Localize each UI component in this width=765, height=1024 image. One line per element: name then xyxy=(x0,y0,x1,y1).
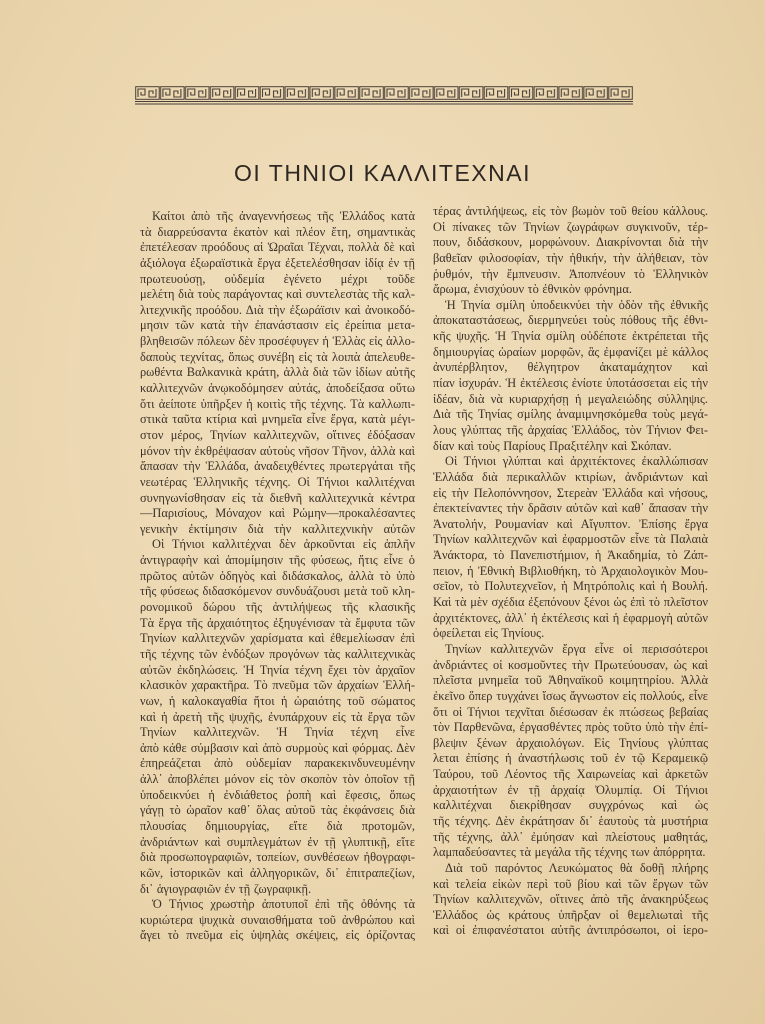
text-line: ἀποκαταστάσεως, διερμηνεύει τοὺς πόθους τῆς ἐθνι- xyxy=(433,313,708,328)
text-line: ἰδέαν, διὰ νὰ κυριαρχήσῃ ἡ μεγαλειώδης σύλληψις. xyxy=(433,391,708,406)
text-line: νων, ἡ καλοκαγαθία ἤτοι ἡ ὡραιότης τοῦ σώματος xyxy=(140,693,415,708)
text-line: Καὶ τὰ μὲν σχέδια ἐξεπόνουν ξένοι ὡς ἐπὶ τὸ πλεῖστον xyxy=(433,595,708,610)
text-line: Οἱ Τήνιοι γλύπται καὶ ἀρχιτέκτονες ἐκαλλώπισαν xyxy=(445,454,708,469)
text-line: συνηγωνίσθησαν εἰς τὰ διεθνῆ καλλιτεχνικὰ κέντρα xyxy=(140,490,415,505)
paragraph xyxy=(140,209,415,537)
text-line: Ἑλλάδα διὰ περικαλλῶν κτιρίων, ἀνδριάντων καὶ xyxy=(433,469,708,484)
page-title: ΟΙ ΤΗΝΙΟΙ ΚΑΛΛΙΤΕΧΝΑΙ xyxy=(234,160,531,186)
text-line: τὸν Παρθενῶνα, ἐργασθέντες πρὸς τοῦτο ὑπὸ τὴν ἐπί- xyxy=(433,720,708,735)
text-line: κῶν, ἱστορικῶν καὶ ἀλληγορικῶν, δι᾽ ἐπιτραπεζίων, xyxy=(140,865,415,880)
text-line: μησιν τῶν κατὰ τὴν ἐπανάστασιν εἰς ἐρείπια μετα- xyxy=(140,318,415,333)
text-line: πίαν ἰσχυράν. Ἡ ἐκτέλεσις ἐνίοτε ὑποτάσσεται εἰς τὴν xyxy=(433,376,708,391)
text-line: βληθεισῶν πόλεων δὲν προσέφυγεν ἡ Ἑλλὰς εἰς ἀλλο- xyxy=(140,334,415,349)
text-line: κυριώτερα ψυχικὰ συναισθήματα τοῦ ἀνθρώπου καὶ xyxy=(140,912,415,927)
text-line: λους γλύπτας τῆς ἀρχαίας Ἑλλάδος, τὸν Τήνιον Φει- xyxy=(433,422,708,437)
text-line: καλλιτέχναι διεκρίθησαν συγχρόνως καὶ ὡς xyxy=(433,798,708,813)
text-line: Διὰ τοῦ παρόντος Λευκώματος θὰ δοθῇ πλήρης xyxy=(445,860,708,875)
text-line: Ὁ Τήνιος χρωστὴρ ἀποτυποῖ ἐπὶ τῆς ὀθόνης τὰ xyxy=(152,897,415,912)
text-line: καὶ ἡ ἀρετὴ τῆς ψυχῆς, ἐνυπάρχουν εἰς τὰ ἔργα τῶν xyxy=(140,709,415,724)
text-line: ἀλλ᾽ ἀποβλέπει μόνον εἰς τὸν σκοπὸν τὸν ὁποῖον τῇ xyxy=(140,772,415,787)
text-line: πρῶτος αὐτῶν ὁδηγὸς καὶ διδάσκαλος, ἀλλὰ τὸ ὑπὸ xyxy=(140,568,415,583)
text-line: Ἀνάκτορα, τὸ Πανεπιστήμιον, ἡ Ἀκαδημία, τὸ Ζάπ- xyxy=(433,548,708,563)
text-line: πρωτευούσῃ, οὐδεμία ἐγένετο μέχρι τοῦδε xyxy=(140,271,415,286)
text-line: τῆς τέχνης. Δὲν ἐκράτησαν δι᾽ ἑαυτοὺς τὰ μυστήρια xyxy=(433,813,708,828)
text-line: ὅτι ἀείποτε ὑπῆρξεν ἡ κοιτὶς τῆς τέχνης. Τὰ καλλωπι- xyxy=(140,396,415,411)
text-line: πλουσίας δημιουργίας, εἴτε διὰ προτομῶν, xyxy=(140,818,415,833)
paragraph xyxy=(433,861,708,939)
text-line: ἐπετέλεσαν προόδους αἱ Ὡραῖαι Τέχναι, πολλὰ δὲ καὶ xyxy=(140,240,415,255)
text-line: καλλιτεχνῶν ἀνῳκοδόμησεν αὐτάς, ἀποδείξασα οὕτω xyxy=(140,381,415,396)
text-line: Ταύρου, τοῦ Λέοντος τῆς Χαιρωνείας καὶ ἀρκετῶν xyxy=(433,767,708,782)
text-column-left xyxy=(140,209,415,944)
text-line: δίαν καὶ τοὺς Παρίους Πραξιτέλην καὶ Σκόπαν. xyxy=(433,438,672,453)
text-line: ὅτι οἱ Τήνιοι τεχνῖται διέσωσαν ἐκ πτώσεως βεβαίας xyxy=(433,704,708,719)
text-line: στικὰ ταῦτα κτίρια καὶ μνημεῖα εἶνε ἔργα, κατὰ μέγι- xyxy=(140,412,415,427)
text-line: δημιουργίας ὡραίων μορφῶν, ἃς ἐμφανίζει μὲ κάλλος xyxy=(433,344,708,359)
text-line: ἀρχαιοτήτων ἐν τῇ ἀρχαίᾳ Ὀλυμπίᾳ. Οἱ Τήνιοι xyxy=(433,782,708,797)
text-line: Καίτοι ἀπὸ τῆς ἀναγεννήσεως τῆς Ἑλλάδος κατὰ xyxy=(152,209,415,223)
text-line: μόνον τὴν ἐκθρέψασαν αὐτοὺς νῆσον Τῆνον, ἀλλὰ καὶ xyxy=(140,443,415,458)
text-line: ἀνδριάντες οἱ κοσμοῦντες τὴν Πρωτεύουσαν, ὡς καὶ xyxy=(433,657,708,672)
text-line: ἀξιόλογα ἐξωραϊστικὰ ἔργα ἐξετελέσθησαν ἰδίᾳ ἐν τῇ xyxy=(140,255,415,270)
text-line: Ἑλλάδος ὡς κράτους ὑπῆρξαν οἱ θεμελιωταὶ τῆς xyxy=(433,907,708,922)
text-line: ἀνυπέρβλητον, θέλγητρον ἀκαταμάχητον καὶ xyxy=(433,360,708,375)
text-line: ἐπηρεάζεται ἀπὸ οὐδεμίαν παρακεκινδυνευμένην xyxy=(140,756,415,771)
text-line: δι᾽ ἁγιογραφιῶν ἐν τῇ ζωγραφικῇ. xyxy=(140,881,312,896)
text-line: τῆς τέχνης, ἀλλ᾽ ἐμύησαν καὶ πλείστους μαθητάς, xyxy=(433,829,708,844)
text-line: ἐκεῖνο ὅπερ τυγχάνει ἴσως ἄγνωστον εἰς πολλούς, εἶνε xyxy=(433,688,708,703)
text-line: Τὰ ἔργα τῆς ἀρχαιότητος ἐξηυγένισαν τὰ ἔμφυτα τῶν xyxy=(140,615,415,630)
text-line: μελέτη διὰ τοὺς παράγοντας καὶ συντελεστὰς τῆς καλ- xyxy=(140,287,415,302)
text-line: ἀρχιτέκτονες, ἀλλ᾽ ἡ ἐκτέλεσις καὶ ἡ ἐφαρμογὴ αὐτῶν xyxy=(433,610,708,625)
text-line: λιτεχνικῆς προόδου. Διὰ τὴν ἐξωράϊσιν καὶ ἀνοικοδό- xyxy=(140,302,415,317)
text-line: λεται ἐπίσης ἡ ἀναστήλωσις τοῦ ἐν τῷ Κεραμεικῷ xyxy=(433,751,708,766)
text-line: αὐτῶν ἐκδηλώσεις. Ἡ Τηνία τέχνη ἔχει τὸν ἀρχαῖον xyxy=(140,662,415,677)
text-line: τέρας ἀντιλήψεως, εἰς τὸν βωμὸν τοῦ θείου κάλλους. xyxy=(433,204,708,218)
text-line: γενικὴν ἐκτίμησιν διὰ τὴν καλλιτεχνικὴν αὐτῶν xyxy=(140,521,415,536)
text-column-right xyxy=(433,204,708,939)
text-line: ἀνδριάντων καὶ συμπλεγμάτων ἐν τῇ γλυπτικῇ, εἴτε xyxy=(140,834,415,849)
text-line: —Παρισίους, Μόναχον καὶ Ρώμην—προκαλέσαντες xyxy=(140,506,415,521)
text-line: καὶ οἱ ἐπιφανέστατοι αὐτῆς ἀντιπρόσωποι, οἱ ἱερο- xyxy=(433,923,708,938)
text-line: βλεψιν ξένων ἀρχαιολόγων. Εἰς Τηνίους γλύπτας xyxy=(433,735,708,750)
text-line: κλασικὸν χαρακτῆρα. Τὸ πνεῦμα τῶν ἀρχαίων Ἑλλή- xyxy=(140,678,415,693)
text-line: Τηνίων καλλιτεχνῶν. Ἡ Τηνία τέχνη εἶνε xyxy=(140,725,415,740)
text-line: πουν, διδάσκουν, μορφώνουν. Διακρίνονται διὰ τὴν xyxy=(433,235,708,250)
text-line: ἄγει τὸ πνεῦμα εἰς ὑψηλὰς σκέψεις, εἰς ὁρίζοντας xyxy=(140,928,415,943)
text-line: ἀντιγραφὴν καὶ ἀπομίμησιν τῆς φύσεως, ἥτις εἶνε ὁ xyxy=(140,553,415,568)
paragraph xyxy=(433,642,708,861)
text-line: ἄρωμα, ἐνισχύουν τὸ ἐθνικὸν φρόνημα. xyxy=(433,282,632,297)
text-line: ὀφείλεται εἰς Τηνίους. xyxy=(433,626,545,641)
text-line: Οἱ Τήνιοι καλλιτέχναι δὲν ἀρκοῦνται εἰς ἁπλῆν xyxy=(152,537,415,552)
text-line: τῆς τέχνης τῶν ἐνδόξων προγόνων τὰς καλλιτεχνικὰς xyxy=(140,646,415,661)
text-line: δαποὺς τεχνίτας, ὅπως συνέβη εἰς τὰ λοιπὰ ἀπελευθε- xyxy=(140,349,415,364)
text-line: τῆς φύσεως διδασκόμενον συνδυάζουσι μετὰ τοῦ κλη- xyxy=(140,584,415,599)
text-line: κῆς ψυχῆς. Ἡ Τηνία σμίλη οὐδέποτε ἐκτρέπεται τῆς xyxy=(433,329,708,344)
text-line: ἀπὸ κάθε σύμβασιν καὶ ἀπὸ συρμοὺς καὶ φόρμας. Δὲν xyxy=(140,740,415,755)
paragraph xyxy=(140,897,415,944)
text-line: σεῖον, τὸ Πολυτεχνεῖον, ἡ Μητρόπολις καὶ ἡ Βουλή. xyxy=(433,579,708,594)
paragraph xyxy=(433,454,708,642)
text-line: Διὰ τῆς Τηνίας σμίλης ἀναμιμνησκόμεθα τοὺς μεγά- xyxy=(433,407,708,422)
text-line: λαμπαδεύσαντες τὰ μεγάλα τῆς τέχνης των ἀπόρρητα. xyxy=(433,845,706,860)
greek-meander-border xyxy=(135,86,633,106)
text-line: ρωθέντα Βαλκανικὰ κράτη, ἀλλὰ διὰ τῶν ἰδίων αὐτῆς xyxy=(140,365,415,380)
text-line: ῥυθμόν, τὴν ἔμπνευσιν. Ἀποπνέουν τὸ Ἑλληνικὸν xyxy=(433,266,708,281)
text-line: ἅπασαν τὴν Ἑλλάδα, ἀναδειχθέντες πρωτεργάται τῆς xyxy=(140,459,415,474)
text-line: πλεῖστα μνημεῖα τοῦ Ἀθηναϊκοῦ κοιμητηρίου. Ἀλλὰ xyxy=(433,673,708,688)
text-line: ρονομικοῦ δώρου τῆς ἀντιλήψεως τῆς κλασικῆς xyxy=(140,600,415,615)
text-line: τὰ διαρρεύσαντα ἑκατὸν καὶ πλέον ἔτη, σημαντικὰς xyxy=(140,224,415,239)
text-line: Τηνίων καλλιτεχνῶν καὶ ἐφαρμοστῶν εἶνε τὰ Παλαιὰ xyxy=(433,532,708,547)
text-line: Οἱ πίνακες τῶν Τηνίων ζωγράφων συγκινοῦν, τέρ- xyxy=(433,219,708,234)
text-line: βαθεῖαν φιλοσοφίαν, τὴν ἠθικήν, τὴν ἀλήθειαν, τὸν xyxy=(433,250,708,265)
text-line: ὑποδεικνύει ἡ ἐνδιάθετος ῥοπὴ καὶ ἔφεσις, ὅπως xyxy=(140,787,415,802)
paragraph xyxy=(433,298,708,454)
text-line: πειον, ἡ Ἐθνικὴ Βιβλιοθήκη, τὸ Ἀρχαιολογικὸν Μου- xyxy=(433,563,708,578)
text-line: Τηνίων καλλιτεχνῶν, οἵτινες ἀπὸ τῆς ἀνακηρύξεως xyxy=(433,892,708,907)
text-line: Ἡ Τηνία σμίλη ὑποδεικνύει τὴν ὁδὸν τῆς ἐθνικῆς xyxy=(445,297,708,312)
paragraph xyxy=(140,537,415,897)
text-line: ἐπεκτείναντες τὴν δρᾶσιν αὐτῶν καὶ καθ᾽ ἅπασαν τὴν xyxy=(433,501,708,516)
text-line: εἰς τὴν Πελοπόννησον, Στερεὰν Ἑλλάδα καὶ νήσους, xyxy=(433,485,708,500)
text-line: διὰ προσωπογραφιῶν, τοπείων, συνθέσεων ἠθογραφι- xyxy=(140,850,415,865)
text-line: καὶ τελεία εἰκὼν περὶ τοῦ βίου καὶ τῶν ἔργων τῶν xyxy=(433,876,708,891)
paragraph xyxy=(433,204,708,298)
text-line: νεωτέρας Ἑλληνικῆς τέχνης. Οἱ Τήνιοι καλλιτέχναι xyxy=(140,474,415,489)
text-line: στον μέρος, Τηνίων καλλιτεχνῶν, οἵτινες ἐδόξασαν xyxy=(140,427,415,442)
text-line: γάγῃ τὸ ὡραῖον καθ᾽ ὅλας αὐτοῦ τὰς ἐκφάνσεις διὰ xyxy=(140,803,415,818)
text-line: Τηνίων καλλιτεχνῶν χαρίσματα καὶ ἐθεμελίωσαν ἐπὶ xyxy=(140,631,415,646)
text-line: Τηνίων καλλιτεχνῶν ἔργα εἶνε οἱ περισσότεροι xyxy=(445,641,708,656)
text-line: Ἀνατολήν, Ρουμανίαν καὶ Αἴγυπτον. Ἐπίσης ἔργα xyxy=(433,516,708,531)
